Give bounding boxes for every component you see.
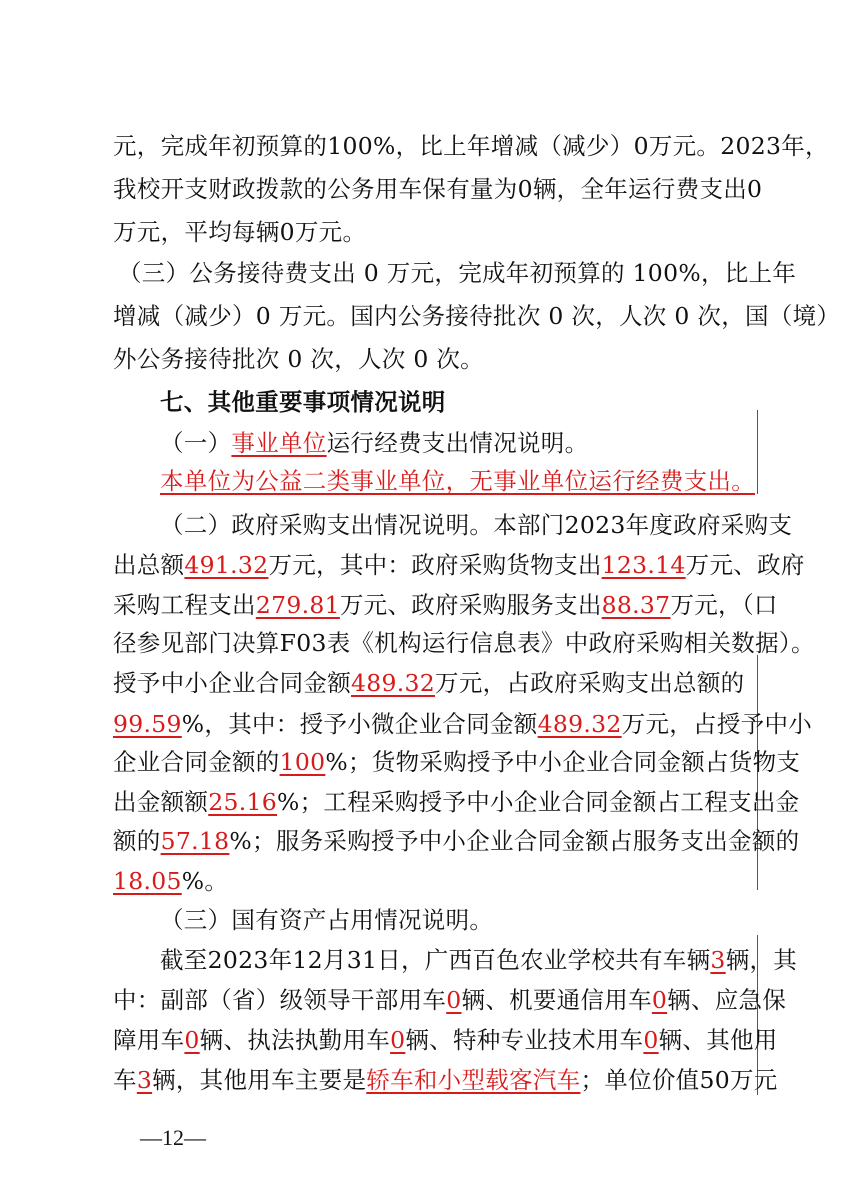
text: 辆、机要通信用车 [461,986,652,1014]
text: %。 [181,867,229,895]
text: %；工程采购授予中小企业合同金额占工程支出金 [276,788,800,816]
text: 辆、特种专业技术用车 [405,1026,644,1054]
body-text-line [113,787,800,817]
body-text-line [113,747,801,777]
body-text-line: 万元，平均每辆0万元。 [113,218,367,246]
value-services: 88.37 [601,591,671,619]
value-sme-amount: 489.32 [351,669,436,697]
body-text-line: 元，完成年初预算的100%，比上年增减（减少）0万元。2023年， [113,132,829,160]
body-text-line [113,1065,778,1095]
text: 障用车 [113,1026,185,1054]
page-number: —12— [140,1125,206,1150]
highlight-text: 事业单位 [231,429,327,457]
value-goods-pct: 25.16 [208,788,277,816]
text: 中：副部（省）级领导干部用车 [113,986,447,1014]
body-text-line [113,826,800,856]
value-vehicle: 0 [651,986,668,1014]
value-vehicle: 0 [446,986,462,1014]
text: 万元，其中：政府采购货物支出 [268,551,602,579]
item-prefix: （一） [160,429,232,457]
text: 万元，占授予中小 [621,710,813,738]
body-text-line [113,866,753,896]
value-micro-pct: 100 [279,748,326,776]
value-vehicle-type: 轿车和小型载客汽车 [366,1066,581,1094]
text: 万元、政府 [685,551,805,579]
text: 辆、执法执勤用车 [199,1026,391,1054]
value-micro-amount: 489.32 [537,710,622,738]
text: 万元，（口 [670,591,778,619]
body-text-line: 我校开支财政拨款的公务用车保有量为0辆，全年运行费支出0 [113,175,763,203]
body-text-line [113,590,778,620]
text: 辆，其 [725,946,798,974]
body-text-line [113,668,753,698]
body-text-line: 外公务接待批次 0 次，人次 0 次。 [113,345,484,373]
text: 出金额额 [113,788,209,816]
value-goods: 123.14 [601,551,686,579]
value-vehicle: 0 [184,1026,200,1054]
body-text-line: 增减（减少）0 万元。国内公务接待批次 0 次，人次 0 次，国（境） [113,302,841,330]
red-note: 本单位为公益二类事业单位，无事业单位运行经费支出。 [160,467,755,495]
value-sme-pct: 99.59 [113,710,182,738]
body-text-line [113,985,787,1015]
value-vehicle: 0 [390,1026,406,1054]
item-suffix: 运行经费支出情况说明。 [326,429,589,457]
body-text-line [113,709,813,739]
body-text-line: （二）政府采购支出情况说明。本部门2023年度政府采购支 [160,511,793,539]
text: 辆、其他用 [658,1026,778,1054]
item-line [160,428,760,458]
value-vehicle: 3 [136,1066,153,1094]
value-works-pct: 57.18 [160,827,230,855]
text: %，其中：授予小微企业合同金额 [181,710,538,738]
text: 车 [113,1066,137,1094]
text: 企业合同金额的 [113,748,280,776]
body-text-line [113,1025,778,1055]
value-services-pct: 18.05 [113,867,182,895]
section-subheading: （三）国有资产占用情况说明。 [160,906,494,934]
text: 辆、应急保 [667,986,787,1014]
value-total-vehicles: 3 [710,946,726,974]
text: 辆，其他用车主要是 [152,1066,367,1094]
text: 授予中小企业合同金额 [113,669,351,697]
text: %；货物采购授予中小企业合同金额占货物支 [325,748,801,776]
text: 额的 [113,827,161,855]
text: 万元，占政府采购支出总额的 [435,669,745,697]
section-heading: 七、其他重要事项情况说明 [160,388,446,416]
text: 万元、政府采购服务支出 [339,591,602,619]
text: 出总额 [113,551,185,579]
body-text-line: （三）公务接待费支出 0 万元，完成年初预算的 100%，比上年 [118,259,797,287]
text: 截至2023年12月31日，广西百色农业学校共有车辆 [160,946,711,974]
text: %；服务采购授予中小企业合同金额占服务支出金额的 [229,827,800,855]
value-total: 491.32 [184,551,269,579]
value-vehicle: 0 [643,1026,659,1054]
body-text-line [113,550,805,580]
text: 采购工程支出 [113,591,256,619]
body-text-line: 径参见部门决算F03表《机构运行信息表》中政府采购相关数据）。 [113,629,815,657]
body-text-line [160,945,798,975]
text: ；单位价值50万元 [580,1066,778,1094]
value-works: 279.81 [255,591,340,619]
